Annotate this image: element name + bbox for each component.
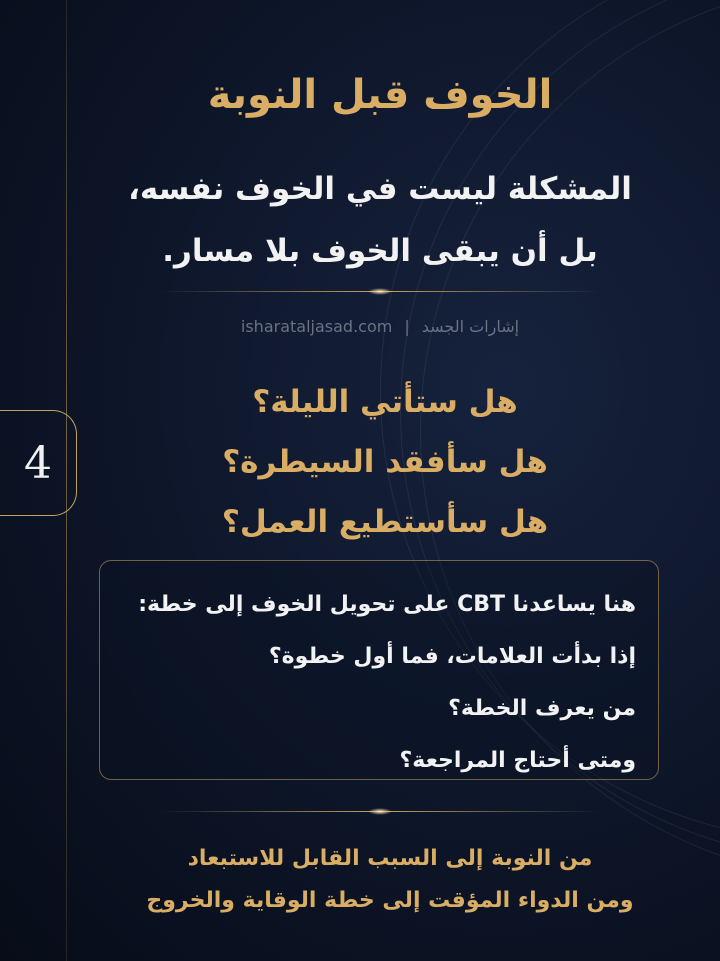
- subtitle: [80, 158, 680, 282]
- divider-top: [160, 291, 600, 292]
- questions-list: [200, 372, 570, 552]
- footer-line-2: ومن الدواء المؤقت إلى خطة الوقاية والخروج: [146, 888, 634, 913]
- card-number: 4: [24, 437, 52, 489]
- divider-bottom: [160, 811, 600, 812]
- watermark: [160, 317, 600, 336]
- footer-line-1: من النوبة إلى السبب القابل للاستبعاد: [187, 846, 593, 871]
- watermark-separator: |: [404, 317, 410, 336]
- cbt-line: هنا يساعدنا CBT على تحويل الخوف إلى خطة:: [138, 592, 636, 617]
- cbt-box: [99, 560, 659, 780]
- cbt-line: ومتى أحتاج المراجعة؟: [399, 748, 636, 773]
- watermark-arabic: إشارات الجسد: [421, 317, 520, 336]
- subtitle-line-1: المشكلة ليست في الخوف نفسه،: [128, 171, 632, 207]
- cbt-line: إذا بدأت العلامات، فما أول خطوة؟: [268, 644, 636, 669]
- watermark-domain: isharataljasad.com: [240, 317, 393, 336]
- question-item: هل سأفقد السيطرة؟: [222, 444, 548, 480]
- question-item: هل ستأتي الليلة؟: [252, 384, 518, 420]
- question-item: هل سأستطيع العمل؟: [221, 504, 549, 540]
- cbt-line: من يعرف الخطة؟: [448, 696, 636, 721]
- subtitle-line-2: بل أن يبقى الخوف بلا مسار.: [162, 233, 598, 269]
- card-number-badge: [0, 410, 77, 516]
- footer: [120, 838, 660, 922]
- page-title: الخوف قبل النوبة: [207, 72, 553, 118]
